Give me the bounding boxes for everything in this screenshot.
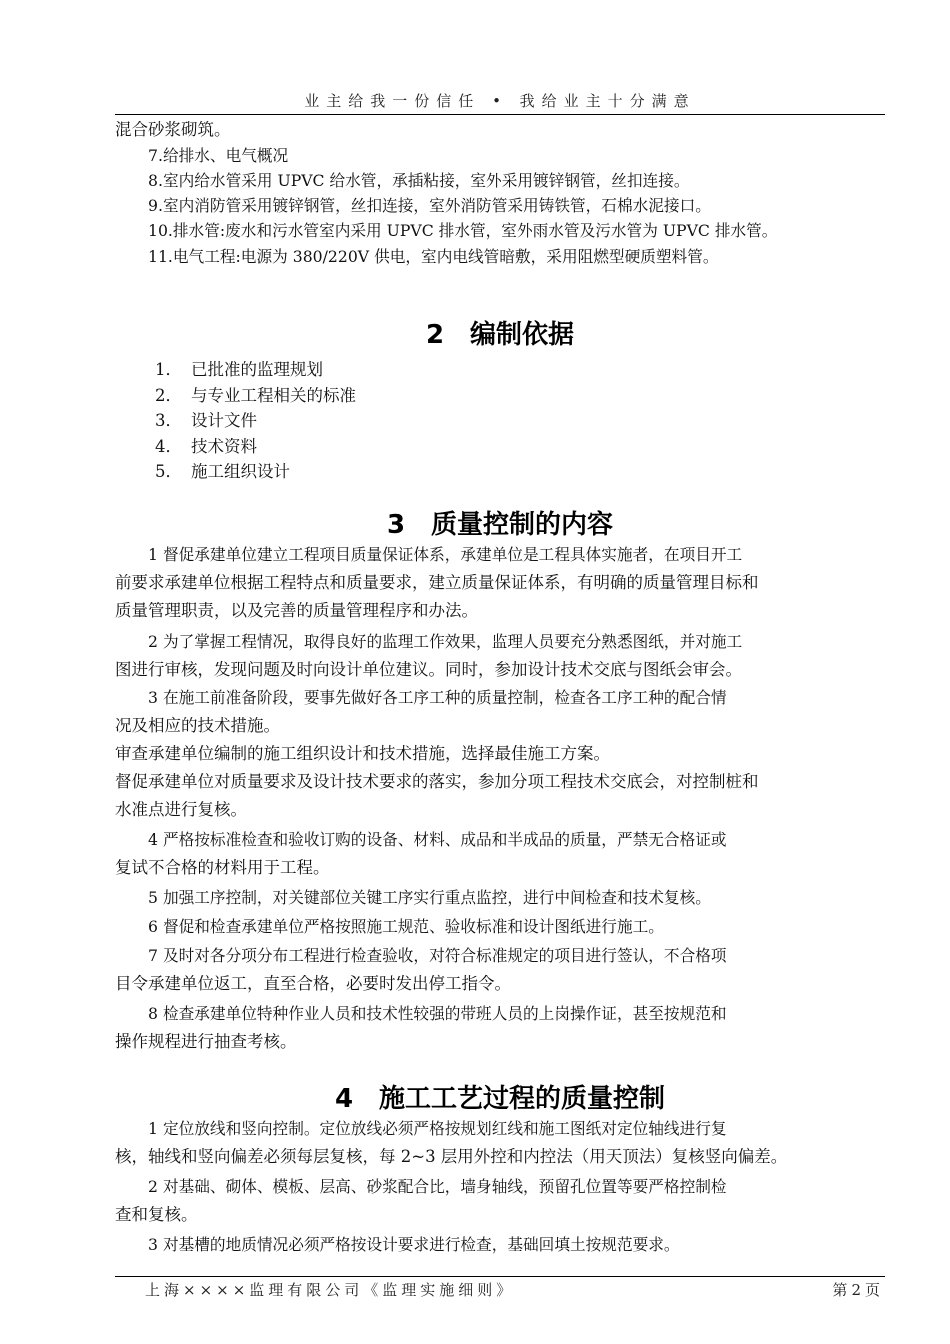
paragraph-line: 核，轴线和竖向偏差必须每层复核，每 2~3 层用外控和内控法（用天顶法）复核竖向偏差。 xyxy=(115,1147,788,1166)
footer-rule xyxy=(115,1276,885,1277)
footer-company: 上海××××监理有限公司《监理实施细则》 xyxy=(145,1281,516,1299)
section-2-heading: 2 编制依据 xyxy=(425,320,575,350)
paragraph: 8.室内给水管采用 UPVC 给水管，承插粘接，室外采用镀锌钢管，丝扣连接。 xyxy=(148,171,690,190)
list-item-text: 施工组织设计 xyxy=(191,462,290,481)
paragraph: 9.室内消防管采用镀锌钢管，丝扣连接，室外消防管采用铸铁管，石棉水泥接口。 xyxy=(148,196,711,215)
paragraph-line: 查和复核。 xyxy=(115,1205,198,1224)
paragraph-line: 3 对基槽的地质情况必须严格按设计要求进行检查，基础回填土按规范要求。 xyxy=(148,1235,680,1254)
paragraph: 7.给排水、电气概况 xyxy=(148,146,289,165)
list-item-text: 技术资料 xyxy=(191,437,257,456)
paragraph: 11.电气工程:电源为 380/220V 供电，室内电线管暗敷，采用阻燃型硬质塑料管。 xyxy=(148,247,719,266)
paragraph-line: 6 督促和检查承建单位严格按照施工规范、验收标准和设计图纸进行施工。 xyxy=(148,917,664,936)
paragraph-line: 复试不合格的材料用于工程。 xyxy=(115,858,330,877)
list-item-text: 设计文件 xyxy=(191,411,257,430)
paragraph-line: 审查承建单位编制的施工组织设计和技术措施，选择最佳施工方案。 xyxy=(115,744,610,763)
section-4-heading: 4 施工工艺过程的质量控制 xyxy=(334,1084,666,1114)
paragraph-line: 前要求承建单位根据工程特点和质量要求，建立质量保证体系，有明确的质量管理目标和 xyxy=(115,573,759,592)
paragraph-line: 操作规程进行抽查考核。 xyxy=(115,1032,297,1051)
header-motto: 业主给我一份信任 • 我给业主十分满意 xyxy=(304,92,696,110)
paragraph-line: 况及相应的技术措施。 xyxy=(115,716,280,735)
list-item xyxy=(155,356,323,383)
footer-page-number xyxy=(830,1279,882,1300)
paragraph-line: 5 加强工序控制，对关键部位关键工序实行重点监控，进行中间检查和技术复核。 xyxy=(148,888,711,907)
list-item xyxy=(155,382,356,409)
paragraph-line: 水准点进行复核。 xyxy=(115,800,247,819)
paragraph-line: 1 督促承建单位建立工程项目质量保证体系，承建单位是工程具体实施者，在项目开工 xyxy=(148,545,743,564)
paragraph-line: 4 严格按标准检查和验收订购的设备、材料、成品和半成品的质量，严禁无合格证或 xyxy=(148,830,727,849)
paragraph-line: 图进行审核，发现问题及时向设计单位建议。同时，参加设计技术交底与图纸会审会。 xyxy=(115,660,742,679)
paragraph-line: 2 对基础、砌体、模板、层高、砂浆配合比，墙身轴线，预留孔位置等要严格控制检 xyxy=(148,1177,727,1196)
paragraph-line: 督促承建单位对质量要求及设计技术要求的落实，参加分项工程技术交底会，对控制桩和 xyxy=(115,772,759,791)
footer-page-suffix: 页 xyxy=(864,1281,880,1299)
list-item-number: 5． xyxy=(155,462,182,481)
list-item-number: 1． xyxy=(155,360,182,379)
header-rule xyxy=(115,114,885,115)
list-item-text: 与专业工程相关的标准 xyxy=(191,386,356,405)
paragraph-line: 1 定位放线和竖向控制。定位放线必须严格按规划红线和施工图纸对定位轴线进行复 xyxy=(148,1119,727,1138)
paragraph-line: 2 为了掌握工程情况，取得良好的监理工作效果，监理人员要充分熟悉图纸，并对施工 xyxy=(148,632,743,651)
list-item-number: 3． xyxy=(155,411,182,430)
list-item xyxy=(155,407,257,434)
list-item-text: 已批准的监理规划 xyxy=(191,360,323,379)
footer-page-value: 2 xyxy=(851,1281,861,1299)
paragraph: 10.排水管:废水和污水管室内采用 UPVC 排水管，室外雨水管及污水管为 UPVC 排水管。 xyxy=(148,221,778,240)
list-item xyxy=(155,458,290,485)
footer-page-prefix: 第 xyxy=(832,1281,848,1299)
section-3-heading: 3 质量控制的内容 xyxy=(386,510,614,540)
paragraph-line: 目令承建单位返工，直至合格，必要时发出停工指令。 xyxy=(115,974,511,993)
list-item xyxy=(155,433,257,460)
list-item-number: 4． xyxy=(155,437,182,456)
paragraph-line: 质量管理职责，以及完善的质量管理程序和办法。 xyxy=(115,601,478,620)
paragraph-line: 3 在施工前准备阶段，要事先做好各工序工种的质量控制，检查各工序工种的配合情 xyxy=(148,688,727,707)
list-item-number: 2． xyxy=(155,386,182,405)
paragraph: 混合砂浆砌筑。 xyxy=(115,120,231,139)
paragraph-line: 8 检查承建单位特种作业人员和技术性较强的带班人员的上岗操作证，甚至按规范和 xyxy=(148,1004,727,1023)
paragraph-line: 7 及时对各分项分布工程进行检查验收，对符合标准规定的项目进行签认，不合格项 xyxy=(148,946,727,965)
